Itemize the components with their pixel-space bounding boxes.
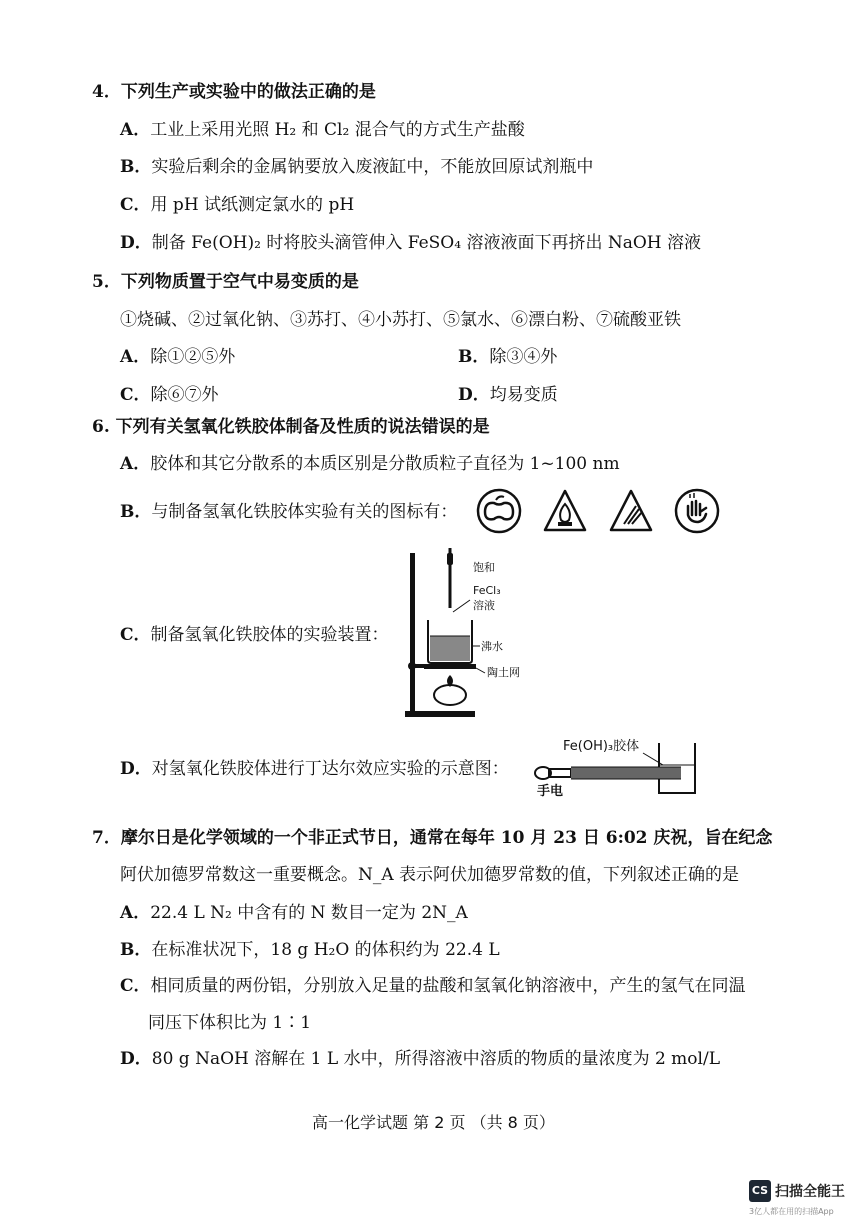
q5-stem: 5．下列物质置于空气中易变质的是 (92, 272, 359, 292)
q7-option-c: C．相同质量的两份铝，分别放入足量的盐酸和氢氧化钠溶液中，产生的氢气在同温 (120, 976, 746, 996)
scanner-tagline: 3亿人都在用的扫描App (749, 1207, 834, 1216)
q5-list: ①烧碱、②过氧化钠、③苏打、④小苏打、⑤氯水、⑥漂白粉、⑦硫酸亚铁 (120, 310, 681, 330)
q4-stem: 4．下列生产或实验中的做法正确的是 (92, 82, 376, 102)
q7-option-b: B．在标准状况下，18 g H₂O 的体积约为 22.4 L (120, 940, 500, 960)
apparatus-svg (400, 548, 550, 723)
q7-option-c-cont: 同压下体积比为 1∶1 (148, 1013, 312, 1033)
label-saturated: 饱和 (473, 561, 495, 574)
q6-option-b: B．与制备氢氧化铁胶体实验有关的图标有： (120, 502, 458, 522)
label-solution: 溶液 (473, 599, 495, 612)
page-footer: 高一化学试题 第 2 页 （共 8 页） (312, 1113, 555, 1132)
heating-icon (542, 488, 588, 534)
q5-option-a: A．除①②⑤外 (120, 347, 236, 367)
q6-option-c: C．制备氢氧化铁胶体的实验装置： (120, 625, 389, 645)
q6-option-a: A．胶体和其它分散系的本质区别是分散质粒子直径为 1~100 nm (120, 454, 620, 474)
q4-option-a: A．工业上采用光照 H₂ 和 Cl₂ 混合气的方式生产盐酸 (120, 120, 525, 140)
q5-option-d: D．均易变质 (458, 385, 558, 405)
q4-option-c: C．用 pH 试纸测定氯水的 pH (120, 195, 355, 215)
label-colloid: Fe(OH)₃胶体 (563, 739, 640, 754)
hot-surface-icon (608, 488, 654, 534)
q7-stem-line2: 阿伏加德罗常数这一重要概念。N_A 表示阿伏加德罗常数的值，下列叙述正确的是 (120, 865, 740, 885)
colloid-apparatus-diagram (400, 548, 550, 723)
scanner-logo-icon: CS (749, 1180, 771, 1202)
q7-stem-line1: 7．摩尔日是化学领域的一个非正式节日，通常在每年 10 月 23 日 6:02 庆祝，旨在纪念 (92, 828, 773, 848)
scanner-name: 扫描全能王 (775, 1184, 845, 1200)
q6-option-d: D．对氢氧化铁胶体进行丁达尔效应实验的示意图： (120, 759, 509, 779)
goggles-icon (476, 488, 522, 534)
hand-wash-icon (674, 488, 720, 534)
q4-option-b: B．实验后剩余的金属钠要放入废液缸中，不能放回原试剂瓶中 (120, 157, 594, 177)
label-boiling-water: 沸水 (481, 640, 503, 653)
label-fecl3: FeCl₃ (473, 584, 501, 597)
q4-option-d: D．制备 Fe(OH)₂ 时将胶头滴管伸入 FeSO₄ 溶液液面下再挤出 NaOH 溶液 (120, 233, 702, 253)
label-gauze: 陶土网 (487, 666, 520, 679)
label-flashlight: 手电 (537, 784, 564, 799)
q5-option-c: C．除⑥⑦外 (120, 385, 219, 405)
q7-option-a: A．22.4 L N₂ 中含有的 N 数目一定为 2N_A (120, 903, 468, 923)
scanner-watermark (749, 1180, 859, 1224)
q6-stem: 6. 下列有关氢氧化铁胶体制备及性质的说法错误的是 (92, 417, 490, 437)
q7-option-d: D．80 g NaOH 溶解在 1 L 水中，所得溶液中溶质的物质的量浓度为 2 mol/L (120, 1049, 720, 1069)
q5-option-b: B．除③④外 (458, 347, 558, 367)
